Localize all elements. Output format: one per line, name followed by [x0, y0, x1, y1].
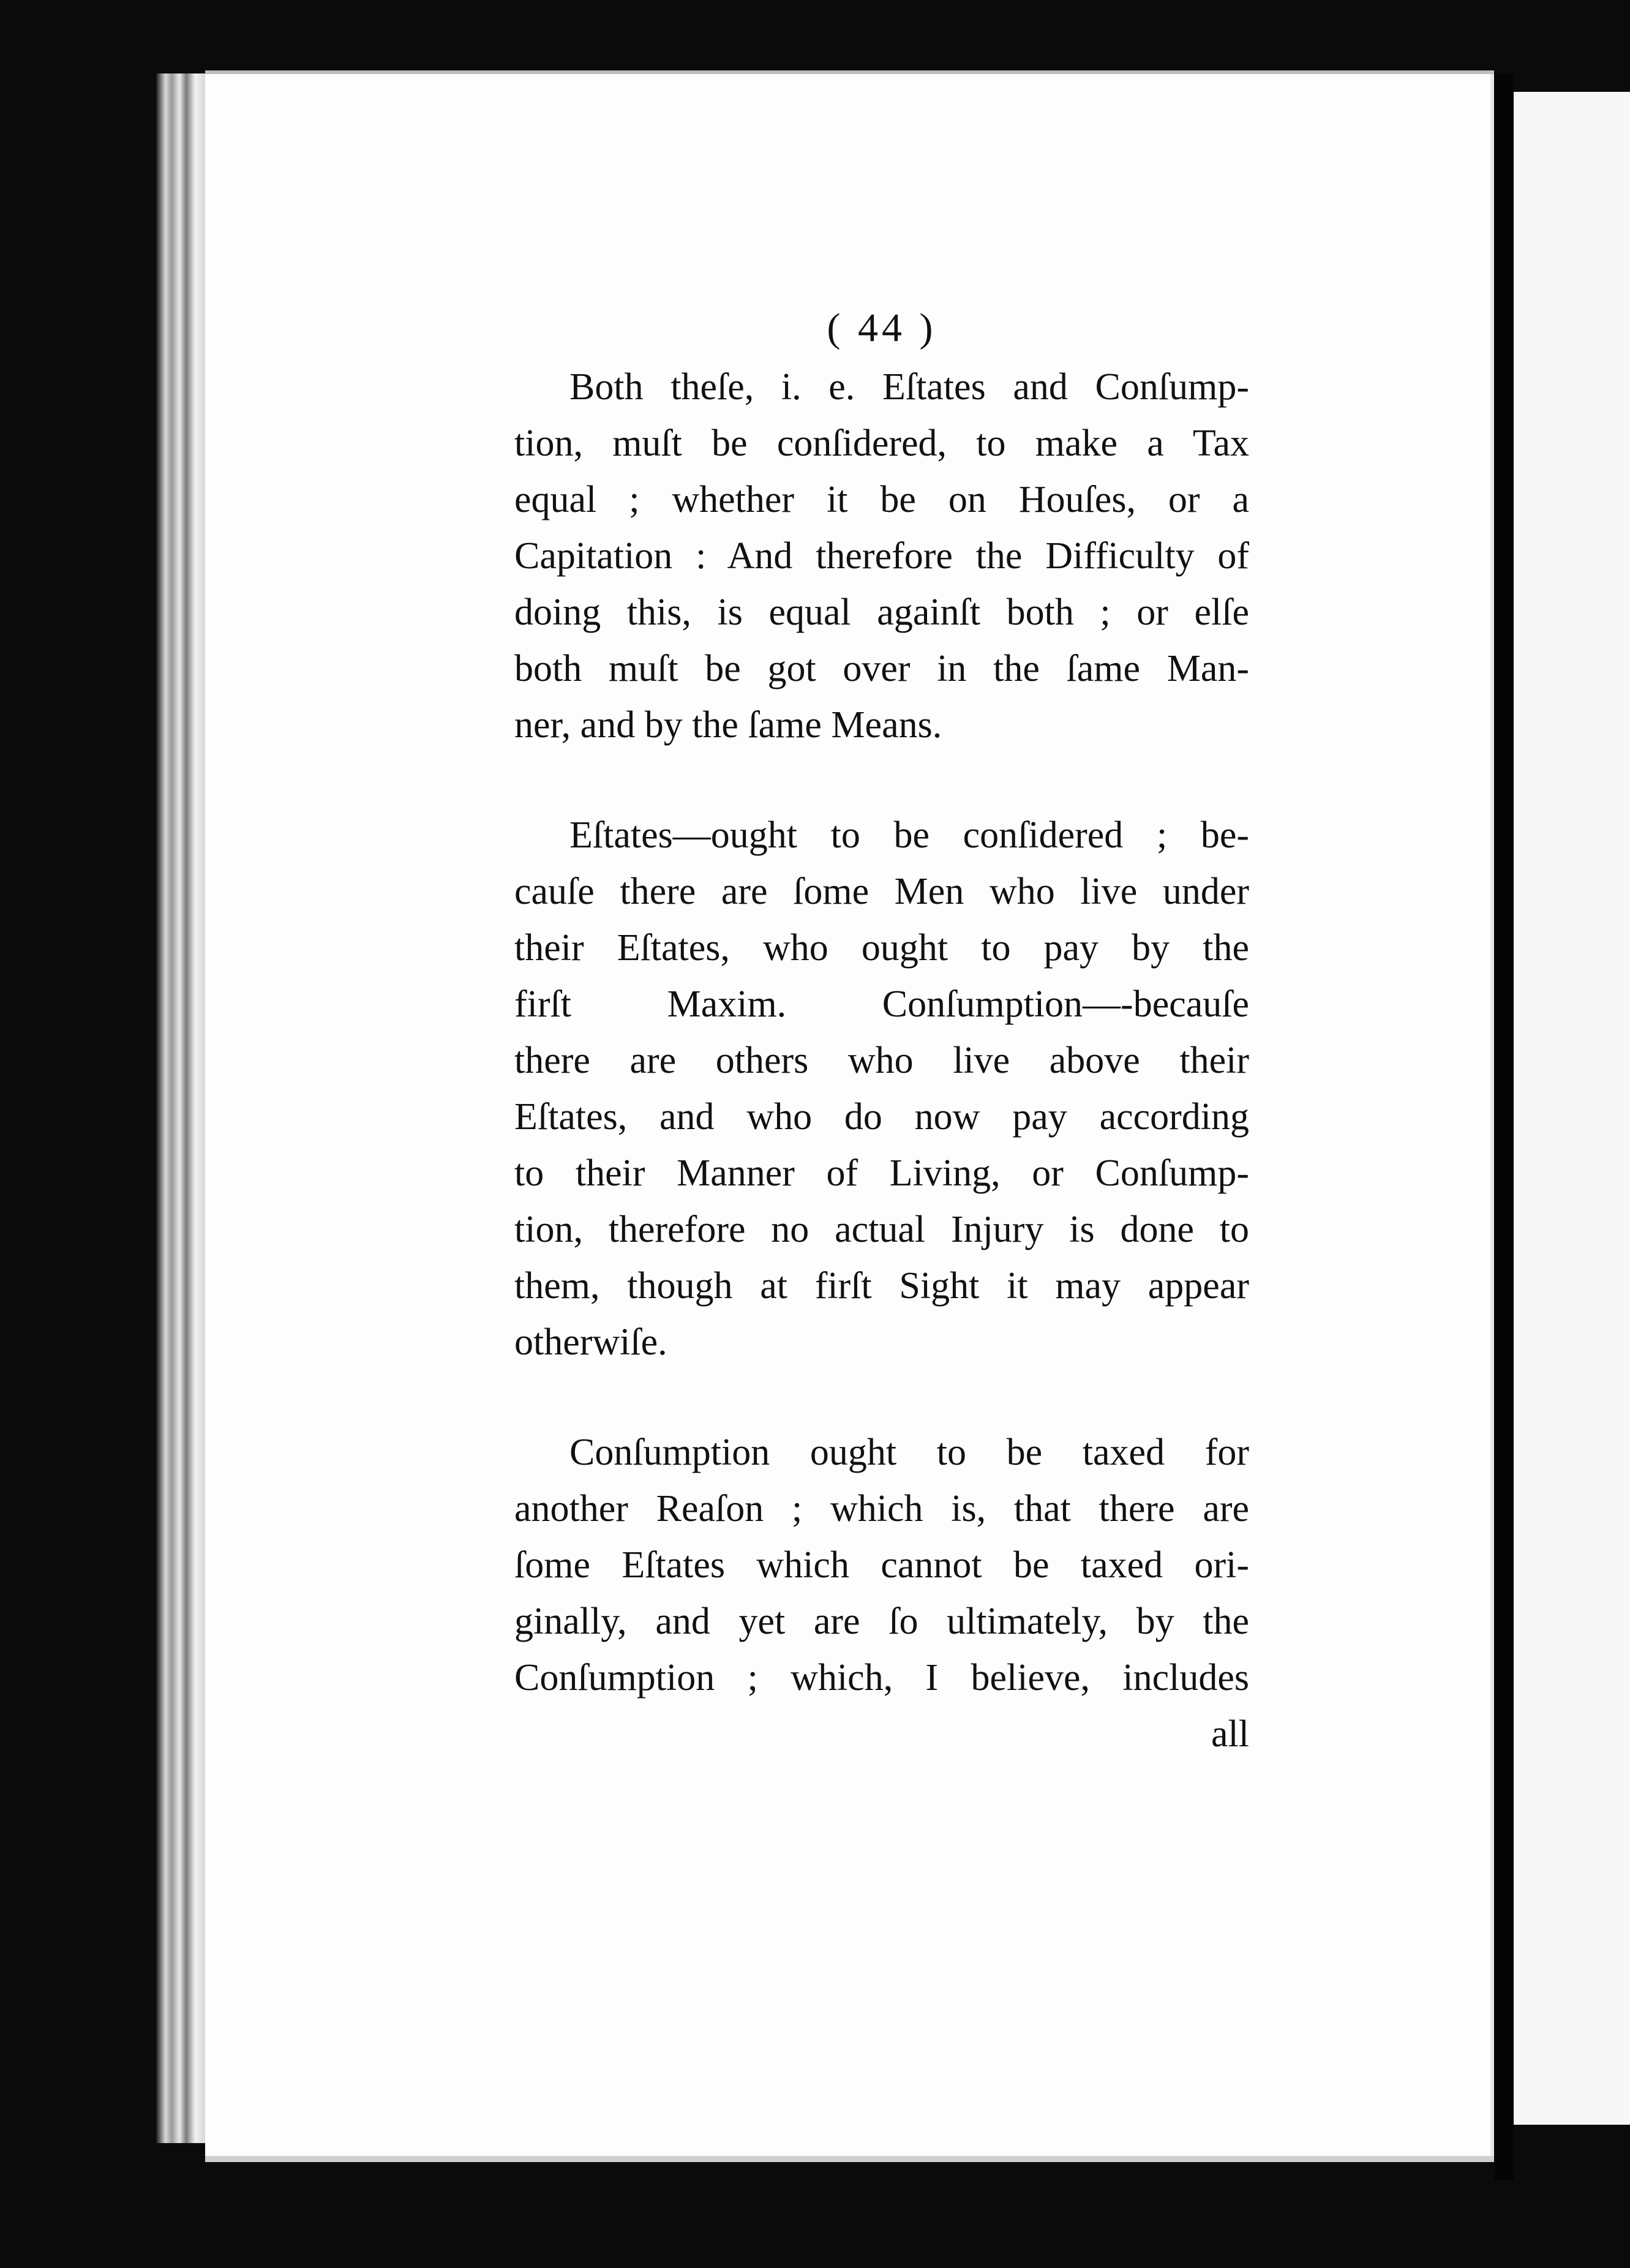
text-line: to their Manner of Living, or Conſump-	[514, 1152, 1249, 1194]
text-line: Both theſe, i. e. Eſtates and Conſump-	[569, 366, 1249, 408]
book-left-edge	[156, 73, 208, 2143]
page-text	[514, 300, 1249, 1762]
book-gutter	[1494, 73, 1514, 2180]
text-line: both muſt be got over in the ſame Man-	[514, 648, 1249, 689]
text-line: Conſumption ought to be taxed for	[569, 1432, 1249, 1473]
text-line: firſt Maxim. Conſumption—-becauſe	[514, 983, 1249, 1025]
text-line: ner, and by the ſame Means.	[514, 704, 942, 746]
text-line: equal ; whether it be on Houſes, or a	[514, 479, 1249, 520]
text-line: Capitation : And therefore the Difficulty of	[514, 535, 1249, 577]
paragraph-2	[514, 807, 1249, 1370]
text-line: Eſtates, and who do now pay according	[514, 1096, 1249, 1138]
next-page-edge	[1514, 92, 1630, 2125]
text-line: Eſtates—ought to be conſidered ; be-	[569, 814, 1249, 856]
text-line: their Eſtates, who ought to pay by the	[514, 927, 1249, 969]
text-line: doing this, is equal againſt both ; or elſe	[514, 591, 1249, 633]
page-number: ( 44 )	[827, 306, 937, 350]
text-line: ginally, and yet are ſo ultimately, by the	[514, 1601, 1249, 1642]
text-line: cauſe there are ſome Men who live under	[514, 871, 1249, 912]
text-line: another Reaſon ; which is, that there are	[514, 1488, 1249, 1530]
text-line: otherwiſe.	[514, 1321, 667, 1363]
text-line: tion, muſt be conſidered, to make a Tax	[514, 422, 1249, 464]
text-line: them, though at firſt Sight it may appear	[514, 1265, 1249, 1307]
text-line: Conſumption ; which, I believe, includes	[514, 1657, 1249, 1699]
text-line: tion, therefore no actual Injury is done to	[514, 1209, 1249, 1250]
paragraph-1	[514, 359, 1249, 753]
text-line: there are others who live above their	[514, 1040, 1249, 1081]
paragraph-3	[514, 1424, 1249, 1706]
catchword: all	[1211, 1713, 1249, 1755]
text-line: ſome Eſtates which cannot be taxed ori-	[514, 1544, 1249, 1586]
